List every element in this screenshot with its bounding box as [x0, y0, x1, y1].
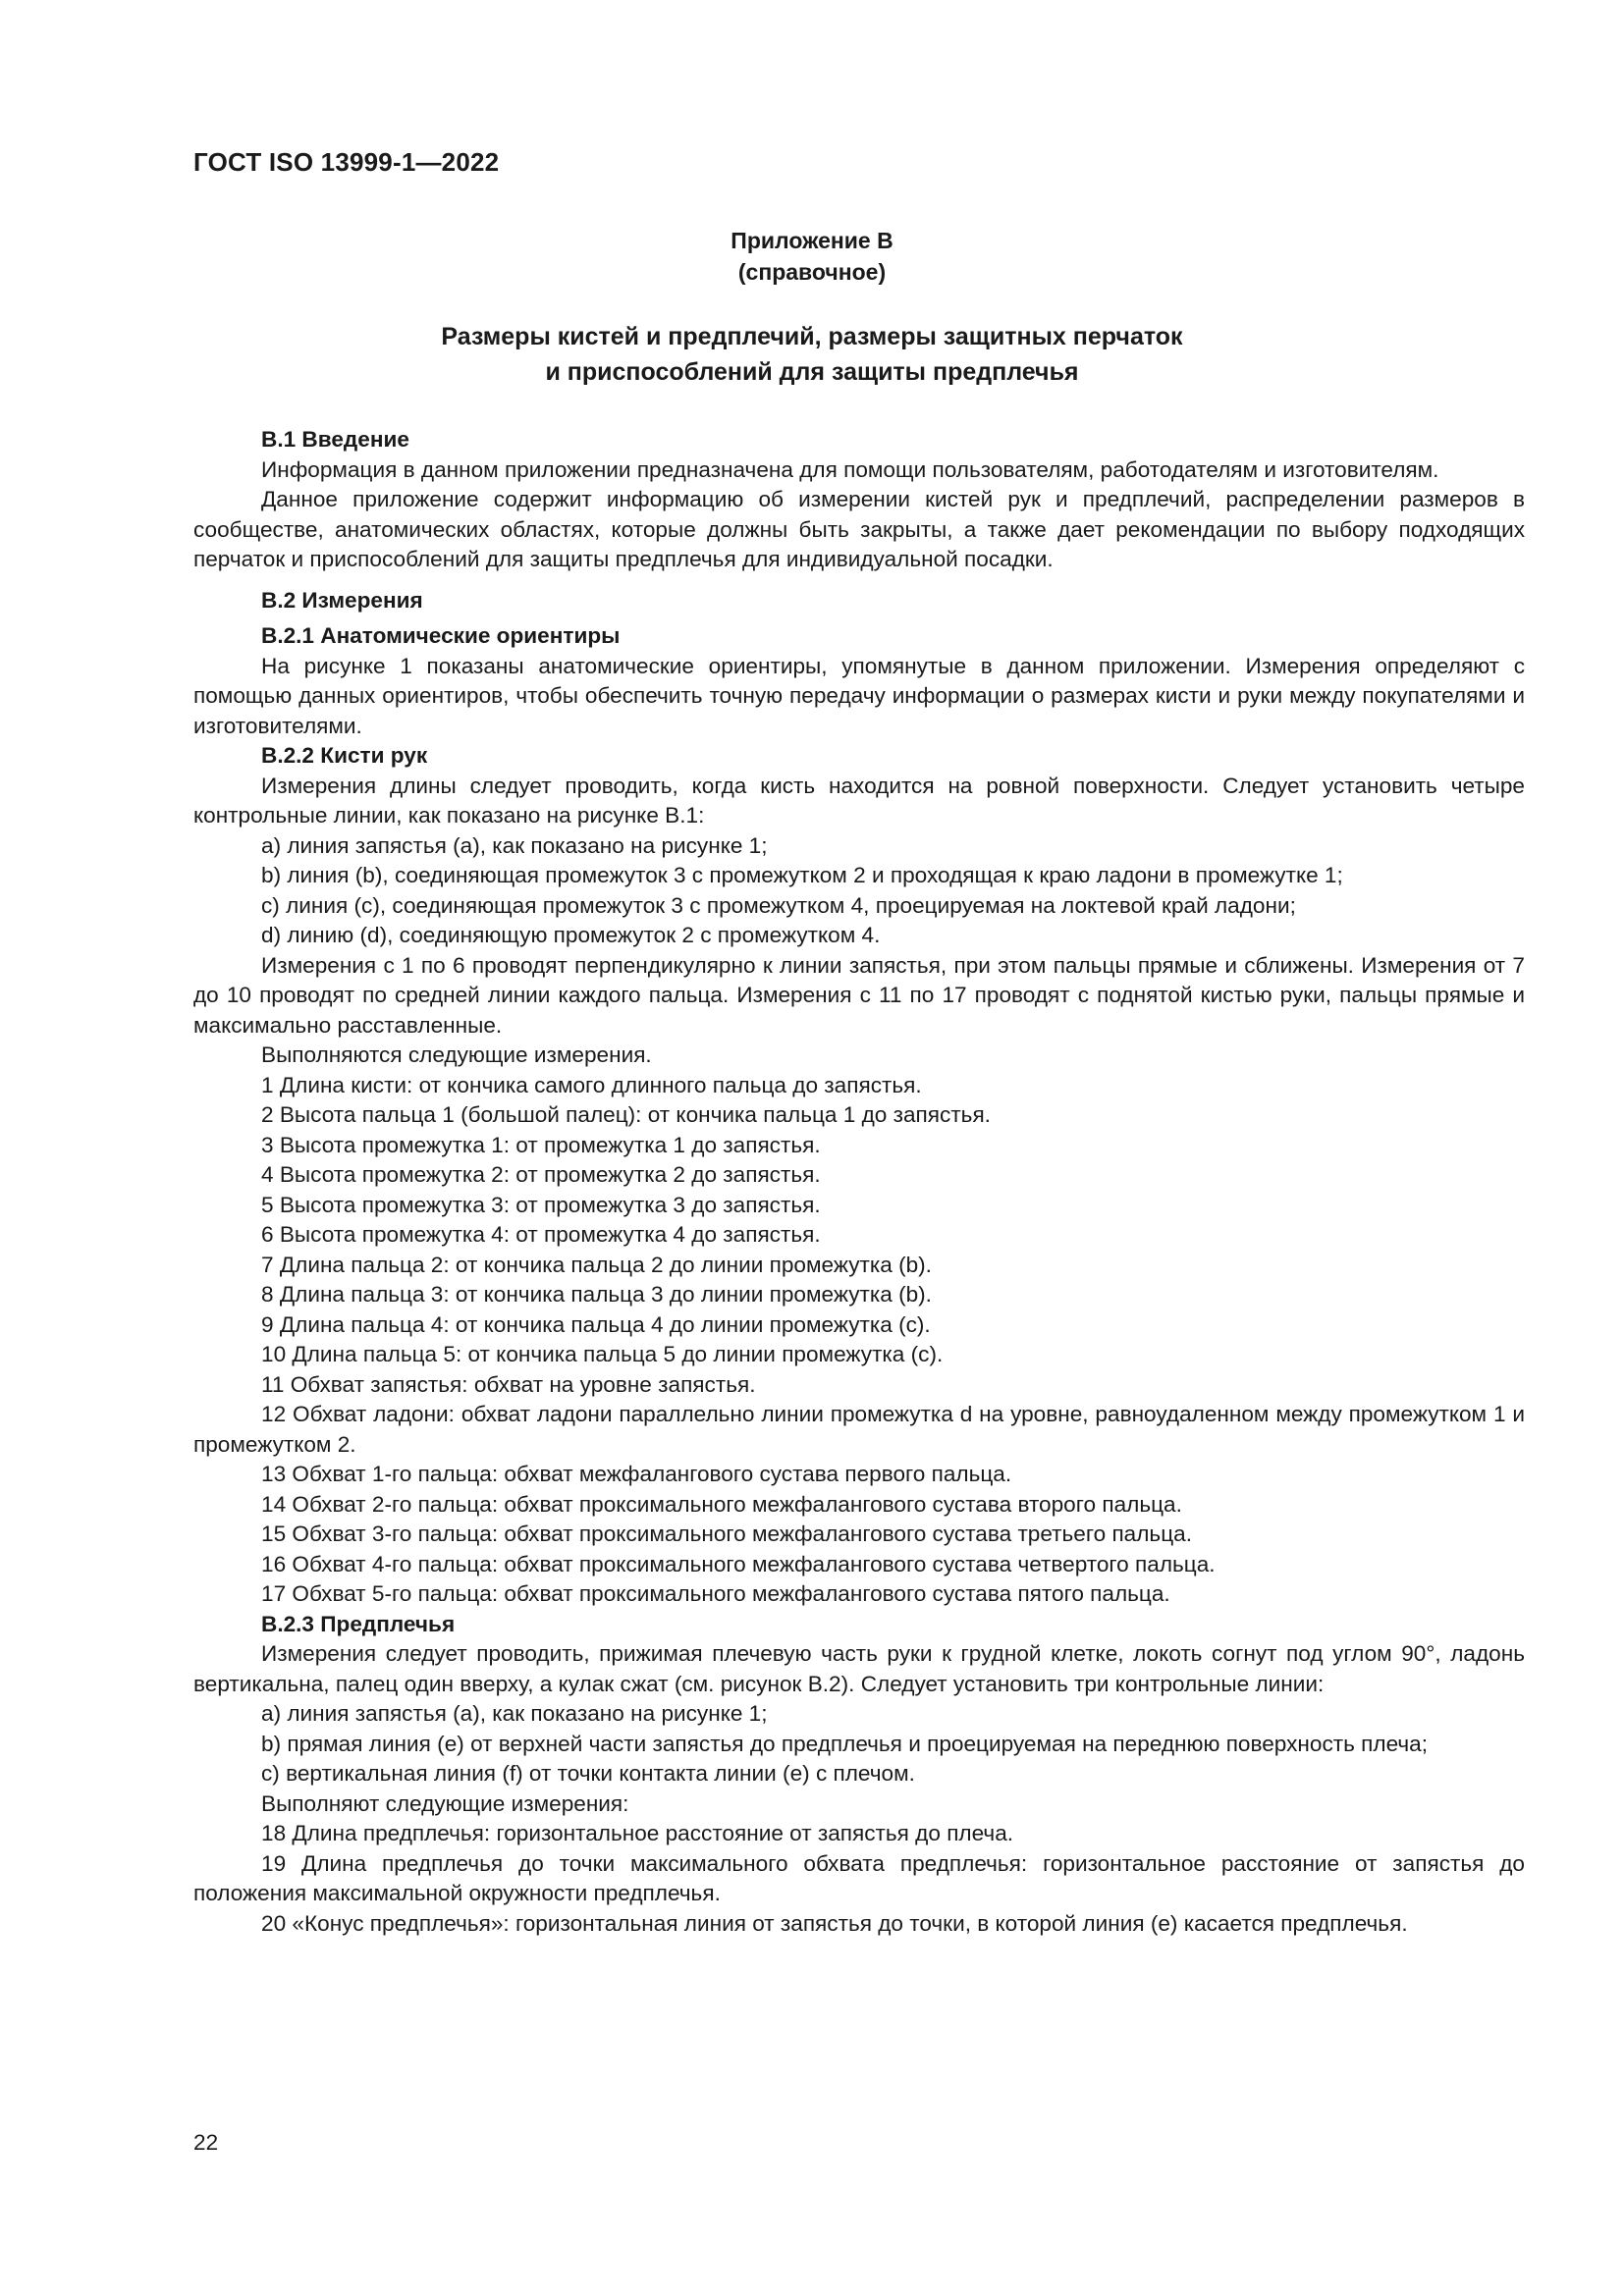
list-item: 18 Длина предплечья: горизонтальное расстояние от запястья до плеча.	[261, 1821, 1014, 1845]
list-item: 14 Обхват 2-го пальца: обхват проксимального межфалангового сустава второго пальца.	[261, 1491, 1182, 1517]
list-item: Выполняют следующие измерения:	[261, 1790, 629, 1816]
paragraph: Измерения с 1 по 6 проводят перпендикулярно к линии запястья, при этом пальцы прямые и сближены. Измерения от 7 до 10 проводят по средней линии каждого пальца. Измерения с 11 по 17 проводят с поднятой кистью руки, пальцы прямые и максимально расставленные.	[193, 952, 1525, 1038]
list-item: 15 Обхват 3-го пальца: обхват проксимального межфалангового сустава третьего пальца.	[261, 1522, 1192, 1546]
section-heading: B.2.2 Кисти рук	[261, 743, 428, 768]
page-number: 22	[193, 2130, 219, 2155]
list-item: a) линия запястья (a), как показано на рисунке 1;	[261, 1701, 768, 1726]
list-item: c) линия (c), соединяющая промежуток 3 с промежутком 4, проецируемая на локтевой край ладони;	[261, 892, 1296, 918]
paragraph: Данное приложение содержит информацию об измерении кистей рук и предплечий, распределении размеров в сообществе, анатомических областях, которые должны быть закрыты, а также дает рекомендации по выбору подходящих перчаток и приспособлений для защиты предплечья для индивидуальной посадки.	[193, 487, 1525, 571]
paragraph: 12 Обхват ладони: обхват ладони параллельно линии промежутка d на уровне, равноудаленном между промежутком 1 и промежутком 2.	[193, 1402, 1525, 1457]
list-item: 3 Высота промежутка 1: от промежутка 1 до запястья.	[261, 1132, 821, 1157]
paragraph: b) прямая линия (e) от верхней части запястья до предплечья и проецируемая на переднюю поверхность плеча;	[261, 1731, 1429, 1756]
paragraph: 20 «Конус предплечья»: горизонтальная линия от запястья до точки, в которой линия (e) касается предплечья.	[261, 1910, 1408, 1936]
list-item: 2 Высота пальца 1 (большой палец): от кончика пальца 1 до запястья.	[261, 1102, 991, 1127]
appendix-title-line-1: Размеры кистей и предплечий, размеры защитных перчаток	[441, 323, 1183, 350]
section-heading: B.2.1 Анатомические ориентиры	[261, 623, 621, 648]
list-item: 16 Обхват 4-го пальца: обхват проксимального межфалангового сустава четвертого пальца.	[261, 1551, 1216, 1576]
list-item: 11 Обхват запястья: обхват на уровне запястья.	[261, 1371, 756, 1397]
list-item: Выполняются следующие измерения.	[261, 1042, 652, 1067]
appendix-title-line-2: и приспособлений для защиты предплечья	[545, 358, 1079, 386]
list-item: 17 Обхват 5-го пальца: обхват проксимального межфалангового сустава пятого пальца.	[261, 1581, 1170, 1606]
list-item: 13 Обхват 1-го пальца: обхват межфалангового сустава первого пальца.	[261, 1462, 1012, 1486]
list-item: b) линия (b), соединяющая промежуток 3 с промежутком 2 и проходящая к краю ладони в промежутке 1;	[261, 863, 1343, 887]
document-header: ГОСТ ISO 13999-1—2022	[193, 147, 500, 177]
appendix-label: Приложение B	[731, 228, 893, 253]
list-item: c) вертикальная линия (f) от точки контакта линии (e) с плечом.	[261, 1761, 915, 1786]
list-item: a) линия запястья (a), как показано на рисунке 1;	[261, 832, 768, 858]
list-item: 7 Длина пальца 2: от кончика пальца 2 до линии промежутка (b).	[261, 1252, 932, 1277]
paragraph: Информация в данном приложении предназначена для помощи пользователям, работодателям и изготовителям.	[261, 456, 1439, 482]
list-item: 9 Длина пальца 4: от кончика пальца 4 до линии промежутка (c).	[261, 1311, 931, 1337]
list-item: 10 Длина пальца 5: от кончика пальца 5 до линии промежутка (c).	[261, 1342, 944, 1366]
section-heading: B.1 Введение	[261, 427, 409, 452]
list-item: 4 Высота промежутка 2: от промежутка 2 до запястья.	[261, 1162, 821, 1187]
document-body	[193, 425, 1525, 1939]
list-item: 5 Высота промежутка 3: от промежутка 3 до запястья.	[261, 1192, 821, 1217]
paragraph: Измерения длины следует проводить, когда кисть находится на ровной поверхности. Следует установить четыре контрольные линии, как показано на рисунке B.1:	[193, 773, 1525, 828]
paragraph: Измерения следует проводить, прижимая плечевую часть руки к грудной клетке, локоть согнут под углом 90°, ладонь вертикальна, палец один вверху, а кулак сжат (см. рисунок B.2). Следует установить три контрольные линии:	[193, 1641, 1525, 1696]
list-item: 6 Высота промежутка 4: от промежутка 4 до запястья.	[261, 1222, 821, 1247]
appendix-type: (справочное)	[737, 259, 887, 285]
paragraph: 19 Длина предплечья до точки максимального обхвата предплечья: горизонтальное расстояние от запястья до положения максимальной окружности предплечья.	[193, 1850, 1525, 1905]
list-item: 8 Длина пальца 3: от кончика пальца 3 до линии промежутка (b).	[261, 1282, 932, 1307]
section-heading: B.2 Измерения	[261, 587, 423, 613]
paragraph: На рисунке 1 показаны анатомические ориентиры, упомянутые в данном приложении. Измерения определяют с помощью данных ориентиров, чтобы обеспечить точную передачу информации о размерах кисти и руки между покупателями и изготовителями.	[193, 653, 1525, 738]
list-item: d) линию (d), соединяющую промежуток 2 с промежутком 4.	[261, 923, 881, 947]
section-heading: B.2.3 Предплечья	[261, 1611, 456, 1636]
list-item: 1 Длина кисти: от кончика самого длинного пальца до запястья.	[261, 1072, 922, 1097]
